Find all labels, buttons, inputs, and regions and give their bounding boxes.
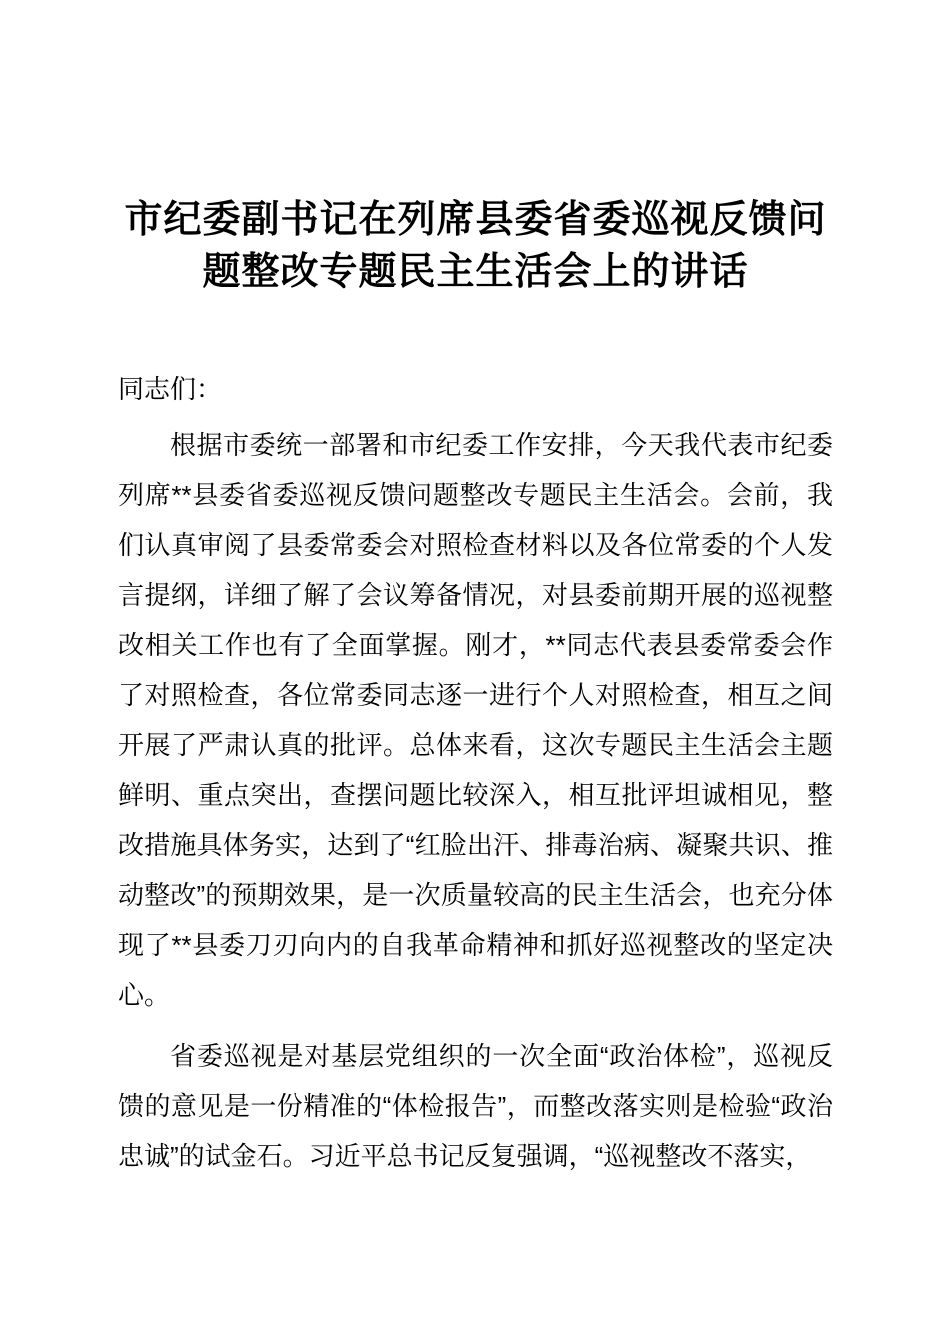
paragraph-1: 根据市委统一部署和市纪委工作安排，今天我代表市纪委列席**县委省委巡视反馈问题整改专题民主生活会。会前，我们认真审阅了县委常委会对照检查材料以及各位常委的个人发言提纲，详细了解了会议筹备情况，对县委前期开展的巡视整改相关工作也有了全面掌握。刚才，**同志代表县委常委会作了对照检查，各位常委同志逐一进行个人对照检查，相互之间开展了严肃认真的批评。总体来看，这次专题民主生活会主题鲜明、重点突出，查摆问题比较深入，相互批评坦诚相见，整改措施具体务实，达到了“红脸出汗、排毒治病、凝聚共识、推动整改”的预期效果，是一次质量较高的民主生活会，也充分体现了**县委刀刃向内的自我革命精神和抓好巡视整改的坚定决心。 — [118, 430, 833, 1010]
document-title: 市纪委副书记在列席县委省委巡视反馈问题整改专题民主生活会上的讲话 — [124, 199, 827, 293]
salutation-line: 同志们： — [118, 374, 223, 404]
paragraph-2: 省委巡视是对基层党组织的一次全面“政治体检”，巡视反馈的意见是一份精准的“体检报告”，而整改落实则是检验“政治忠诚”的试金石。习近平总书记反复强调，“巡视整改不落实， — [118, 1041, 833, 1171]
